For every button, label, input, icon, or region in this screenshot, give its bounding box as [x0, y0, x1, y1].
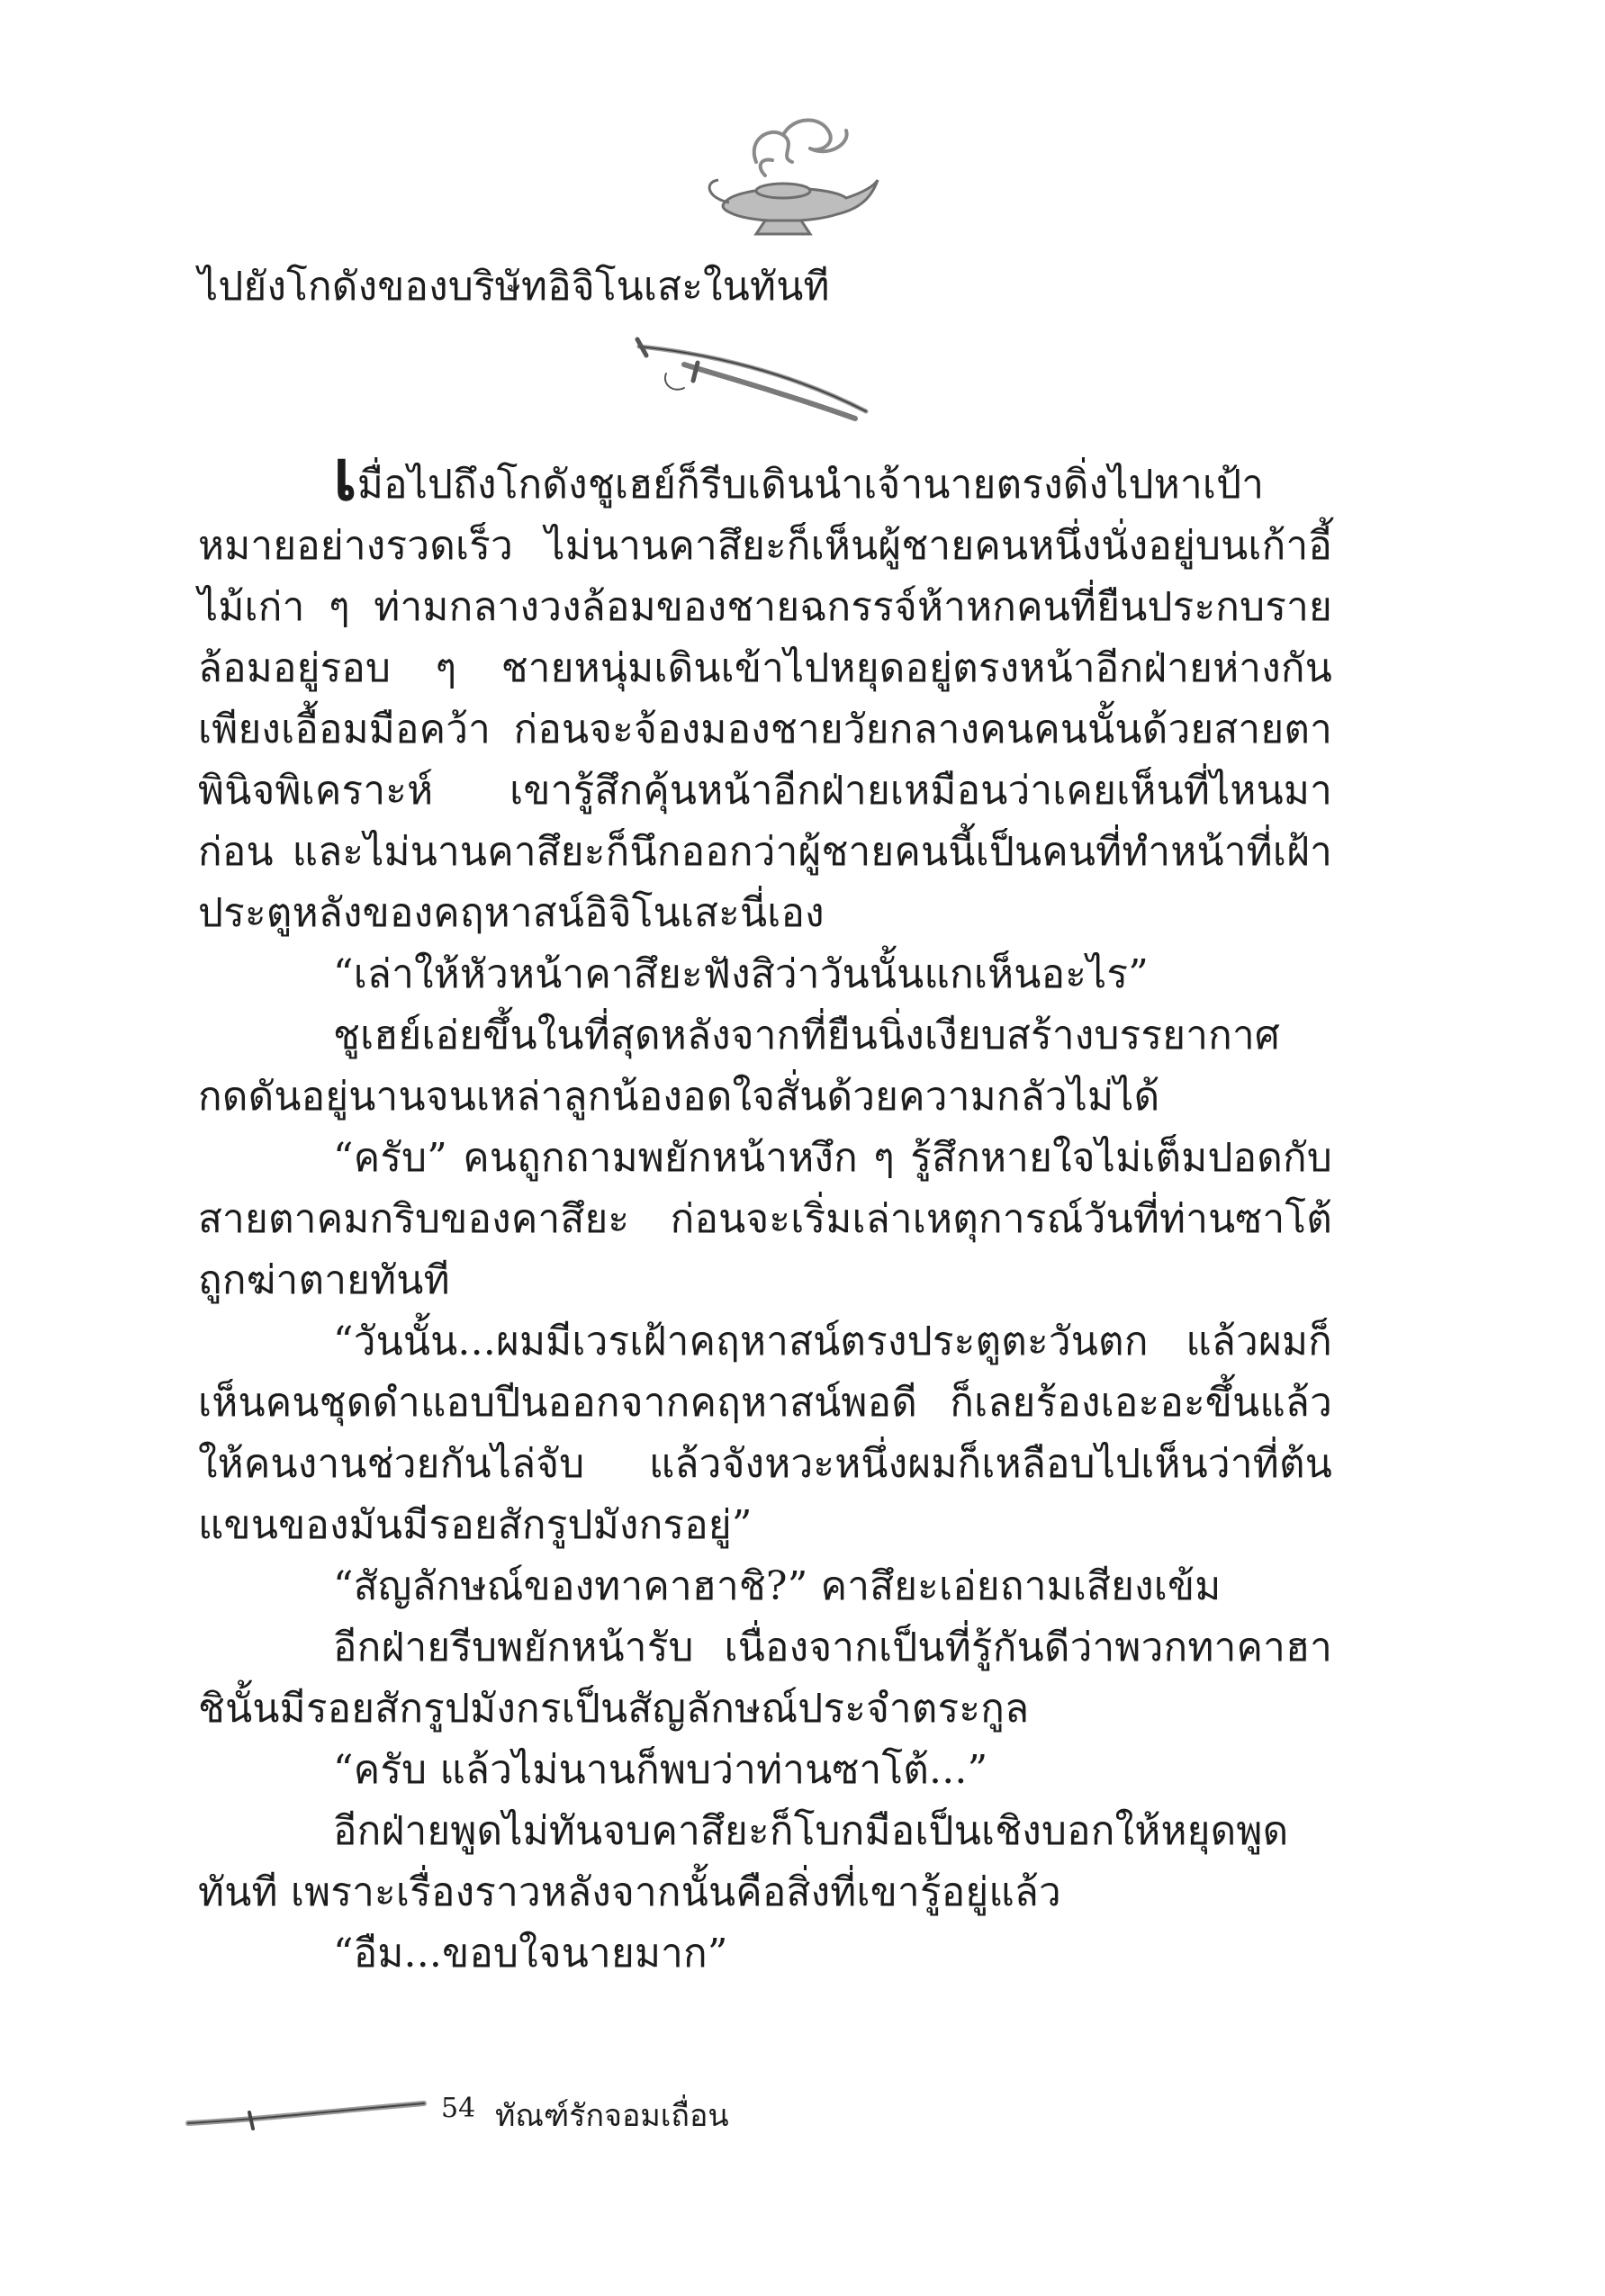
katana-icon: [630, 329, 873, 428]
paragraph: อีกฝ่ายรีบพยักหน้ารับ เนื่องจากเป็นที่รู้กันดีว่าพวกทาคาฮาชินั้นมีรอยสักรูปมังกรเป็นสัญลักษณ์ประจำตระกูล: [198, 1625, 1332, 1732]
drop-cap: เ: [333, 435, 357, 517]
paragraph: “ครับ แล้วไม่นานก็พบว่าท่านซาโต้...”: [333, 1747, 988, 1793]
paragraph: “เล่าให้หัวหน้าคาสึยะฟังสิว่าวันนั้นแกเห็นอะไร”: [333, 951, 1149, 997]
katana-icon: [185, 2096, 428, 2132]
page-footer: [185, 2084, 815, 2138]
paragraph: เมื่อไปถึงโกดังชูเฮย์ก็รีบเดินนำเจ้านายตรงดิ่งไปหาเป้าหมายอย่างรวดเร็ว ไม่นานคาสึยะก็เห็นผู้ชายคนหนึ่งนั่งอยู่บนเก้าอี้ไม้เก่า ๆ ท่ามกลางวงล้อมของชายฉกรรจ์ห้าหกคนที่ยืนประกบรายล้อมอยู่รอบ ๆ ชายหนุ่มเดินเข้าไปหยุดอยู่ตรงหน้าอีกฝ่ายห่างกันเพียงเอื้อมมือคว้า ก่อนจะจ้องมองชายวัยกลางคนคนนั้นด้วยสายตาพินิจพิเคราะห์ เขารู้สึกคุ้นหน้าอีกฝ่ายเหมือนว่าเคยเห็นที่ไหนมาก่อน และไม่นานคาสึยะก็นึกออกว่าผู้ชายคนนี้เป็นคนที่ทำหน้าที่เฝ้าประตูหลังของคฤหาสน์อิจิโนเสะนี่เอง: [198, 435, 1332, 936]
paragraph: อีกฝ่ายพูดไม่ทันจบคาสึยะก็โบกมือเป็นเชิงบอกให้หยุดพูดทันที เพราะเรื่องราวหลังจากนั้นคือสิ่งที่เขารู้อยู่แล้ว: [198, 1808, 1289, 1915]
paragraph: ไปยังโกดังของบริษัทอิจิโนเสะในทันที: [198, 264, 830, 310]
paragraph: “วันนั้น...ผมมีเวรเฝ้าคฤหาสน์ตรงประตูตะวันตก แล้วผมก็เห็นคนชุดดำแอบปีนออกจากคฤหาสน์พอดี ก็เลยร้องเอะอะขึ้นแล้วให้คนงานช่วยกันไล่จับ แล้วจังหวะหนึ่งผมก็เหลือบไปเห็นว่าที่ต้นแขนของมันมีรอยสักรูปมังกรอยู่”: [198, 1319, 1332, 1548]
book-title: ทัณฑ์รักจอมเถื่อน: [495, 2098, 729, 2134]
paragraph: “ครับ” คนถูกถามพยักหน้าหงึก ๆ รู้สึกหายใจไม่เต็มปอดกับสายตาคมกริบของคาสึยะ ก่อนจะเริ่มเล่าเหตุการณ์วันที่ท่านซาโต้ถูกฆ่าตายทันที: [198, 1135, 1332, 1303]
chapter-body: [198, 435, 1332, 1985]
continuation-line: [198, 257, 1332, 318]
paragraph: “อืม...ขอบใจนายมาก”: [333, 1931, 728, 1976]
page-number: 54: [441, 2093, 476, 2124]
paragraph: ชูเฮย์เอ่ยขึ้นในที่สุดหลังจากที่ยืนนิ่งเงียบสร้างบรรยากาศกดดันอยู่นานจนเหล่าลูกน้องอดใจสั่นด้วยความกลัวไม่ได้: [198, 1013, 1281, 1120]
paragraph: “สัญลักษณ์ของทาคาฮาชิ?” คาสึยะเอ่ยถามเสียงเข้ม: [333, 1563, 1222, 1609]
genie-lamp-icon: [693, 108, 882, 248]
